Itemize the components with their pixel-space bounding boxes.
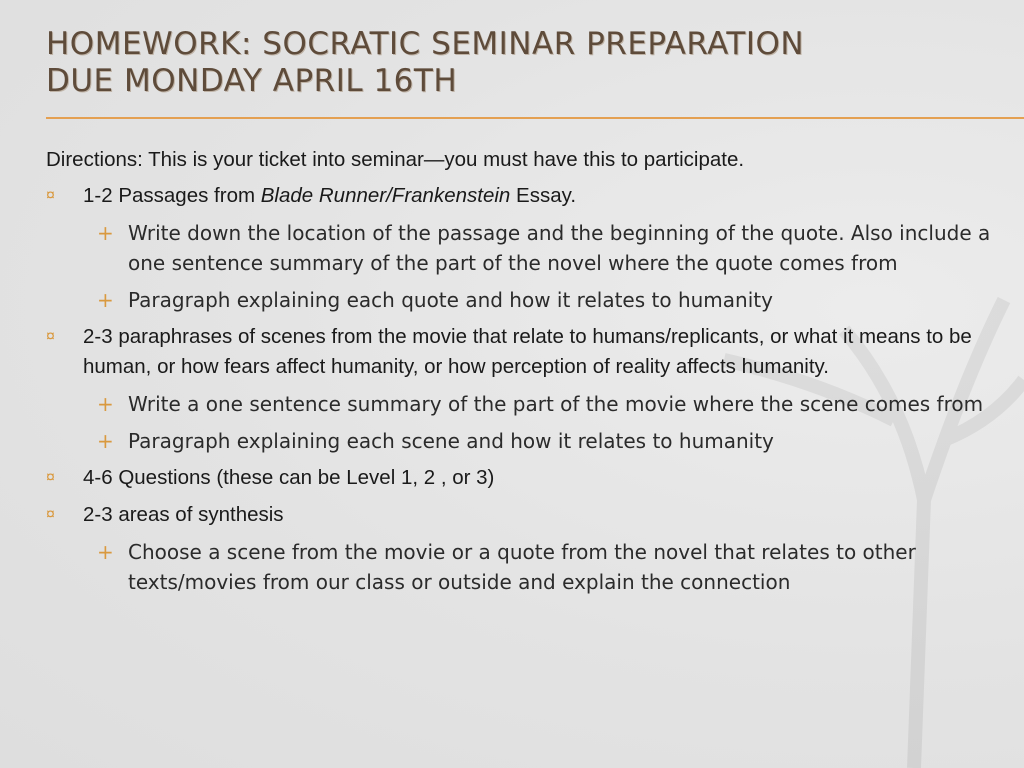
sub-list-item [46, 426, 1006, 456]
slide-title [46, 26, 986, 100]
sub-item-text: Write down the location of the passage and the beginning of the quote. Also include a one sentence summary of the part of the novel where the quote comes from [128, 221, 991, 275]
list-item [46, 500, 1006, 530]
sub-item-text: Paragraph explaining each quote and how it relates to humanity [128, 288, 773, 312]
bullet-icon: ¤ [46, 469, 55, 486]
list-item [46, 463, 1006, 493]
bullet-icon: ¤ [46, 506, 55, 523]
sub-item-text: Choose a scene from the movie or a quote from the novel that relates to other texts/movies from our class or outside and explain the connection [128, 540, 916, 594]
plus-bullet-icon: + [97, 392, 114, 416]
plus-bullet-icon: + [97, 288, 114, 312]
title-line-2: DUE MONDAY APRIL 16TH [46, 63, 458, 99]
item-text: 4-6 Questions (these can be Level 1, 2 , or 3) [83, 466, 495, 489]
bullet-icon: ¤ [46, 187, 55, 204]
item-text-post: Essay. [510, 184, 577, 207]
title-line-1: HOMEWORK: SOCRATIC SEMINAR PREPARATION [46, 26, 805, 62]
directions-text: Directions: This is your ticket into seminar—you must have this to participate. [46, 148, 745, 171]
item-text-pre: 1-2 Passages from [83, 184, 261, 207]
list-item [46, 181, 1006, 211]
title-divider [46, 117, 1024, 119]
sub-list-item [46, 537, 1006, 597]
sub-item-text: Paragraph explaining each scene and how it relates to humanity [128, 429, 774, 453]
list-item [46, 322, 1006, 382]
plus-bullet-icon: + [97, 540, 114, 564]
sub-list-item [46, 389, 1006, 419]
sub-list-item [46, 285, 1006, 315]
slide-content [46, 145, 1006, 604]
item-text-italic: Blade Runner/Frankenstein [260, 184, 511, 207]
item-text: 2-3 areas of synthesis [83, 503, 284, 526]
item-text: 2-3 paraphrases of scenes from the movie that relate to humans/replicants, or what it means to be human, or how fears affect humanity, or how perception of reality affects humanity. [83, 325, 972, 378]
sub-item-text: Write a one sentence summary of the part of the movie where the scene comes from [128, 392, 984, 416]
bullet-icon: ¤ [46, 328, 55, 345]
sub-list-item [46, 218, 1006, 278]
plus-bullet-icon: + [97, 429, 114, 453]
plus-bullet-icon: + [97, 221, 114, 245]
